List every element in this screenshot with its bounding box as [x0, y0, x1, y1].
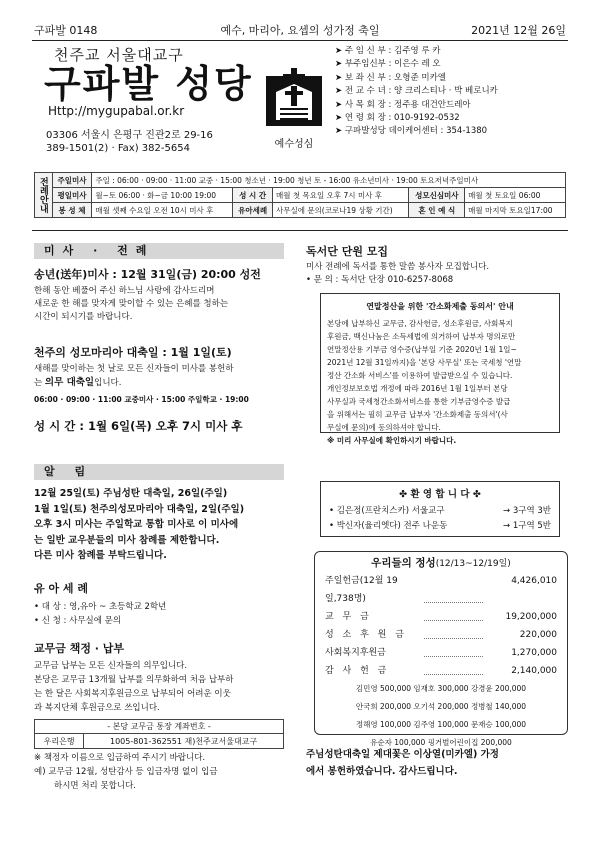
- schedule-cell: 매월 첫 목요일 오후 7시 미사 후: [272, 188, 409, 203]
- christmas-flower-note: 주님성탄대축일 제대꽃은 이상열(미카엘) 가정 에서 봉헌하였습니다. 감사드립니다.: [306, 749, 499, 777]
- tax-notice-box: [320, 293, 560, 445]
- account-number: 1005-801-362551 재)천주교서울대교구: [84, 734, 284, 749]
- offering-row: 교 무 금 19,200,000: [325, 608, 557, 626]
- issue-date: 2021년 12월 26일: [471, 24, 566, 37]
- liturgy-schedule-table: [34, 172, 566, 218]
- tax-title: 연말정산을 위한 '간소화제출 동의서' 안내: [366, 302, 514, 311]
- offering-row: 사회복지후원금 1,270,000: [325, 644, 557, 662]
- staff-item: ➤ 사 목 회 장 : 정주용 대건안드레아: [335, 99, 471, 110]
- dues-title: 교무금 책정 · 납부: [34, 642, 125, 655]
- reader-title: 독서단 단원 모집: [306, 245, 389, 258]
- welcome-item: • 김은정(프란치스카) 서울교구 → 3구역 3반: [329, 506, 551, 516]
- tax-paragraph: 개인정보보호법 개정에 따라 2016년 1월 1일부터 본당 사무실과 국세청간소화서비스를 통한 기부금영수증 발급 을 위해서는 필히 교무금 납부자 '간소화제출 동의서'(사 무실에 문의)에 동의하셔야 합니다.: [327, 384, 511, 432]
- schedule-heading: 주일미사: [52, 173, 92, 188]
- offering-row: 성 소 후 원 금 220,000: [325, 626, 557, 644]
- reader-recruit: [306, 243, 568, 287]
- issue-number: 구파발 0148: [34, 24, 98, 37]
- welcome-title: ✤ 환 영 합 니 다 ✤: [399, 489, 481, 500]
- schedule-cell: 매월 셋째 수요일 오전 10시 미사 후: [92, 203, 233, 218]
- mary-title: 천주의 성모마리아 대축일 : 1월 1일(토): [34, 346, 232, 359]
- schedule-cell: 월~토 06:00 · 화~금 10:00 19:00: [92, 188, 233, 203]
- offering-row: 주일헌금(12월 19일,738명) 4,426,010: [325, 572, 557, 608]
- notice-line: 는 일반 교우분들의 미사 참례를 제한합니다.: [34, 534, 220, 546]
- schedule-heading: 유아세례: [233, 203, 273, 218]
- newyear-title: 송년(送年)미사 : 12월 31일(금) 20:00 성전: [34, 268, 261, 281]
- parish-name: 구파발 성당: [44, 62, 253, 106]
- church-dues: [34, 640, 292, 793]
- notice-line: 다른 미사 참례를 부탁드립니다.: [34, 550, 167, 562]
- newyear-mass: [34, 266, 292, 324]
- infant-baptism: [34, 580, 292, 628]
- notice-line: 12월 25일(토) 주님성탄 대축일, 26일(주일): [34, 488, 228, 499]
- schedule-heading: 평일미사: [52, 188, 92, 203]
- schedule-cell: 사무실에 문의(코로나19 상황 기간): [272, 203, 409, 218]
- staff-item: ➤ 주 임 신 부 : 김주영 루 카: [335, 46, 441, 56]
- tax-paragraph: 본당에 납부하신 교무금, 감사헌금, 성소후원금, 사회복지 후원금, 백신나눔은 소득세법에 의거하여 납부자 명의로만 연말정산용 기부금 영수증(납부일 기준 2020년 1월 1일~ 2021년 12월 31일까지)을 '본당 사무실' 또는 국세청 '연말 정산 간소화 서비스'를 이용하여 발급받으실 수 있습니다.: [327, 319, 522, 380]
- divider: [32, 230, 568, 231]
- account-bank: 우리은행: [35, 734, 84, 749]
- donor-list: 김민영 500,000 임재호 300,000 강경윤 200,000 안국희 200,000 오기석 200,000 정병철 140,000 정해영 100,000 김주영 100,000 문재승 100,000 유순자 100,000 핑거벌어린이집 200,000: [355, 684, 527, 747]
- schedule-cell: 주일 : 06:00 · 09:00 · 11:00 교중 · 15:00 청소년 · 19:00 청년 토 - 16:00 유소년미사 · 19:00 토요저녁주일미사: [92, 173, 566, 188]
- sacred-heart-logo-icon: [262, 68, 326, 130]
- account-header: - 본당 교무금 통장 계좌번호 -: [35, 720, 284, 734]
- divider: [32, 40, 568, 41]
- staff-item: ➤ 보 좌 신 부 : 오형준 미카엘: [335, 72, 447, 83]
- staff-item: ➤ 부주임신부 : 이은수 레 오: [335, 59, 441, 70]
- issue-theme: 예수, 마리아, 요셉의 성가정 축일: [220, 24, 380, 37]
- holy-hour: 성 시 간 : 1월 6일(목) 오후 7시 미사 후: [34, 419, 243, 433]
- phone: 389-1501(2) · Fax) 382-5654: [46, 143, 190, 154]
- staff-item: ➤ 연 령 회 장 : 010-9192-0532: [335, 113, 460, 124]
- notice-list: [34, 486, 292, 564]
- account-table: [34, 719, 284, 749]
- welcome-box: [320, 481, 560, 537]
- baptism-title: 유 아 세 례: [34, 582, 88, 595]
- staff-item: ➤ 구파발성당 데이케어센터 : 354-1380: [335, 126, 488, 137]
- staff-item: ➤ 전 교 수 녀 : 양 크리스티나 · 박 베로니카: [335, 86, 498, 97]
- schedule-cell: 매월 첫 토요일 06:00: [465, 188, 566, 203]
- mary-text: 새해를 맞이하는 첫 날로 모든 신자들이 미사를 봉헌하 는 의무 대축일입니다.: [34, 364, 234, 388]
- schedule-heading: 혼 인 예 식: [409, 203, 465, 218]
- website[interactable]: Http://mygupabal.or.kr: [48, 104, 185, 118]
- diocese: 천주교 서울대교구: [54, 46, 184, 64]
- masthead: [44, 44, 259, 154]
- schedule-heading: 성모신심미사: [409, 188, 465, 203]
- reader-text: 미사 전례에 독서를 통한 말씀 봉사자 모집합니다.: [306, 262, 490, 272]
- dues-notes: ※ 책정자 이름으로 입금하여 주시기 바랍니다. 예) 교무금 12월, 성탄감사 등 입금자명 없이 입금 하시면 처리 못합니다.: [34, 753, 218, 791]
- baptism-items: • 대 상 : 영,유아 ~ 초등학교 2학년 • 신 청 : 사무실에 문의: [34, 602, 167, 626]
- mary-solemnity: [34, 344, 292, 405]
- mary-times: 06:00 · 09:00 · 11:00 교중미사 · 15:00 주일학교 · 19:00: [34, 395, 249, 404]
- newyear-text: 한해 동안 베풀어 주신 하느님 사랑에 감사드리며 새로운 한 해를 맞자게 맞이할 수 있는 은혜를 청하는 시간이 되시기를 바랍니다.: [34, 286, 229, 322]
- offering-row: 감 사 헌 금 2,140,000: [325, 662, 557, 680]
- offerings-box: [314, 551, 568, 747]
- offerings-title: 우리들의 정성(12/13~12/19일): [371, 557, 511, 569]
- schedule-heading: 성 시 간: [233, 188, 273, 203]
- reader-contact: • 문 의 : 독서단 단장 010-6257-8068: [306, 275, 454, 285]
- address: 03306 서울시 은평구 진관2로 29-16: [46, 130, 213, 141]
- notice-line: 오후 3시 미사는 주일학교 통합 미사로 이 미사에: [34, 519, 239, 531]
- schedule-side-label: 전례안내: [35, 173, 53, 218]
- schedule-cell: 매월 마지막 토요일17:00: [465, 203, 566, 218]
- staff-list: [335, 45, 575, 139]
- mass-section-bar: 미사 · 전례: [34, 243, 284, 259]
- logo: [262, 68, 326, 150]
- dues-text: 교무금 납부는 모든 신자들의 의무입니다. 본당은 교무금 13개월 납부를 의무화하여 처음 납부하 는 한 달은 사회복지후원금으로 납부되어 어려운 이웃 과 복지단체 후원금으로 쓰입니다.: [34, 661, 234, 713]
- schedule-heading: 봉 성 체: [52, 203, 92, 218]
- notice-line: 1월 1일(토) 천주의성모마리아 대축일, 2일(주일): [34, 503, 245, 515]
- tax-note: ※ 미리 사무실에 확인하시기 바랍니다.: [327, 436, 457, 445]
- notice-section-bar: 알 림: [34, 464, 284, 480]
- welcome-item: • 박신자(율리엣다) 전주 나운동 → 1구역 5반: [329, 521, 551, 531]
- logo-caption: 예수성심: [274, 139, 314, 150]
- issue-line: [34, 22, 566, 38]
